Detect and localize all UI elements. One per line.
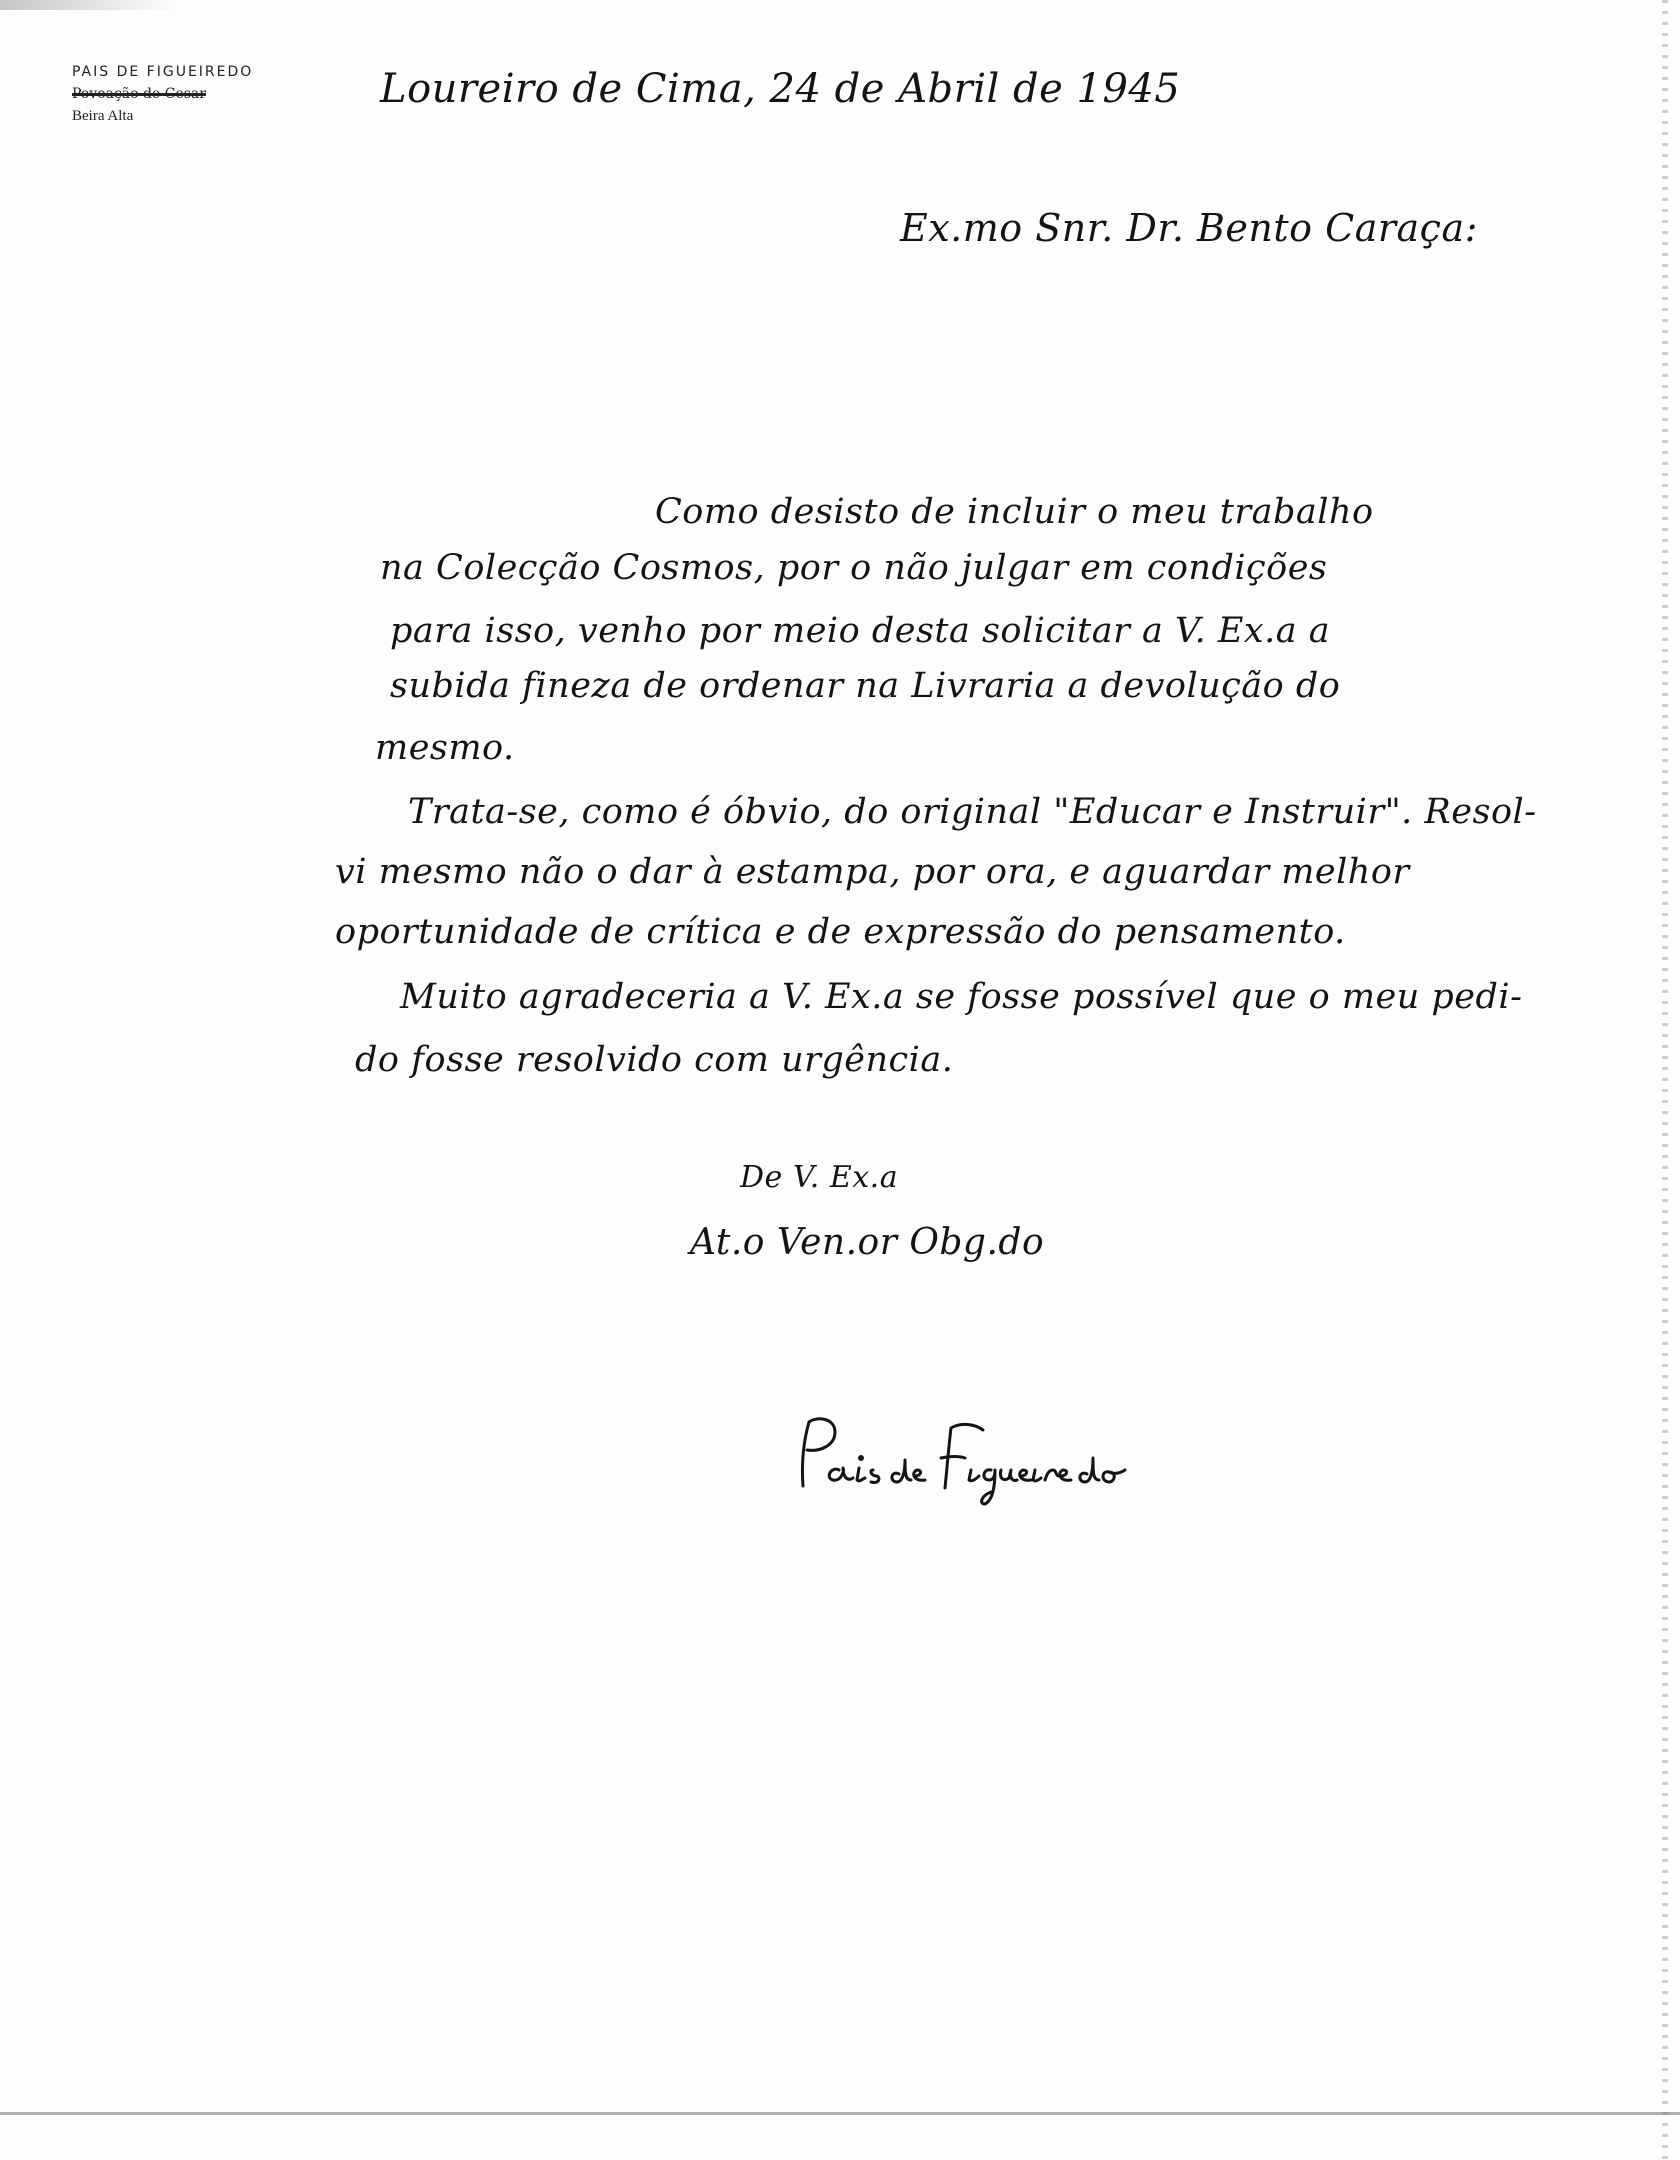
letterhead-name: PAIS DE FIGUEIREDO [72, 64, 254, 80]
scan-artifact-right-edge [1662, 0, 1668, 2160]
letter-closing-line-2: At.o Ven.or Obg.do [690, 1222, 1045, 1263]
letter-dateline: Loureiro de Cima, 24 de Abril de 1945 [380, 66, 1181, 112]
letterhead [72, 64, 332, 125]
letter-body-line: subida fineza de ordenar na Livraria a devolução do [390, 666, 1341, 706]
letter-salutation: Ex.mo Snr. Dr. Bento Caraça: [900, 206, 1478, 250]
handwritten-signature [795, 1408, 1135, 1518]
letterhead-region: Beira Alta [72, 108, 134, 124]
letter-body-line: mesmo. [375, 728, 515, 768]
letterhead-struck-location: Povoação de Cesar [72, 86, 206, 102]
scan-artifact-bottom-line [0, 2112, 1680, 2115]
letter-body-line: para isso, venho por meio desta solicitar a V. Ex.a a [390, 611, 1331, 651]
letter-body-line: Trata-se, como é óbvio, do original "Educar e Instruir". Resol- [408, 792, 1537, 832]
letter-body-line: Como desisto de incluir o meu trabalho [655, 492, 1374, 532]
letter-body-line: Muito agradeceria a V. Ex.a se fosse possível que o meu pedi- [400, 977, 1523, 1017]
letter-body-line: vi mesmo não o dar à estampa, por ora, e aguardar melhor [335, 852, 1410, 892]
letter-closing-line-1: De V. Ex.a [740, 1160, 899, 1195]
letter-body-line: do fosse resolvido com urgência. [355, 1040, 954, 1080]
scan-artifact-top [0, 0, 180, 10]
letter-body-line: na Colecção Cosmos, por o não julgar em condições [380, 548, 1328, 588]
letter-body-line: oportunidade de crítica e de expressão do pensamento. [335, 912, 1346, 952]
